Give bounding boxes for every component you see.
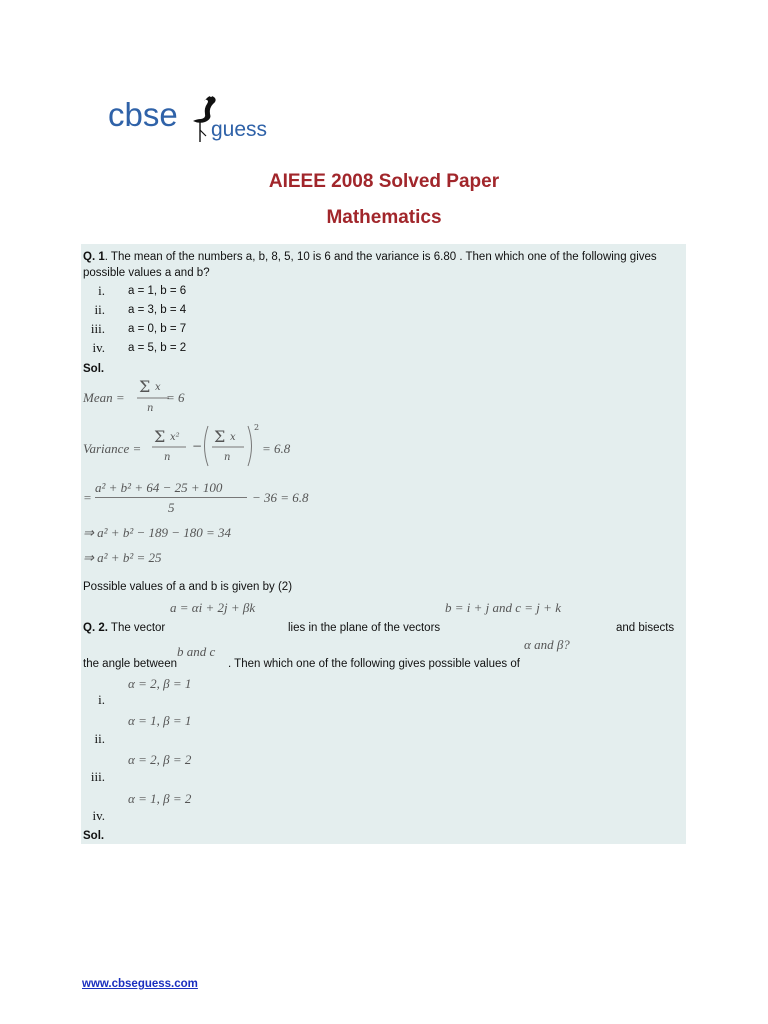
line5-formula: ⇒ a² + b² = 25 [83, 550, 162, 565]
fraction-bar [95, 497, 247, 498]
q1-text-line2: possible values a and b? [83, 267, 210, 279]
q2-vectors-bc-formula: b = i + j and c = j + k [445, 600, 561, 615]
cbseguess-logo [108, 92, 288, 152]
q2-option-num: iii. [90, 769, 105, 784]
svg-text:x: x [155, 382, 161, 393]
q2-text-then: . Then which one of the following gives possible values of [228, 658, 520, 670]
q2-text-lies: lies in the plane of the vectors [288, 622, 441, 634]
svg-text:n: n [147, 403, 154, 414]
q2-text-angle: the angle between [83, 658, 177, 670]
svg-text:Σ: Σ [214, 427, 226, 446]
q1-option-text: a = 0, b = 7 [128, 323, 187, 335]
q2-text-line1 [83, 621, 165, 636]
line3-equals: = [83, 490, 92, 505]
q2-alpha-beta-formula: α and β? [524, 637, 570, 652]
svg-text:2: 2 [254, 423, 260, 432]
q1-option-num: iv. [92, 340, 105, 355]
svg-text:x²: x² [170, 432, 180, 443]
q2-option-formula: α = 1, β = 1 [128, 713, 192, 728]
variance-formula-lhs: Variance = [83, 441, 142, 456]
svg-text:−: − [192, 439, 203, 453]
mean-formula-rhs: = 6 [166, 390, 185, 405]
svg-text:n: n [224, 452, 231, 463]
q2-label: Q. 2. [83, 622, 108, 634]
page-title: AIEEE 2008 Solved Paper [268, 171, 500, 192]
q2-option-formula: α = 2, β = 1 [128, 676, 192, 691]
variance-formula-rhs: = 6.8 [262, 441, 291, 456]
q2-b-and-c-formula: b and c [177, 644, 216, 659]
q2-vector-a-formula: a = αi + 2j + βk [170, 600, 256, 615]
line3-rhs: − 36 = 6.8 [252, 490, 309, 505]
q1-option-text: a = 3, b = 4 [128, 304, 187, 316]
footer-website-link[interactable]: www.cbseguess.com [82, 978, 198, 990]
q1-option-num: i. [98, 283, 105, 298]
q1-option-num: ii. [94, 302, 105, 317]
q1-option-text: a = 1, b = 6 [128, 285, 187, 297]
q2-text-vector: The vector [107, 622, 166, 634]
q1-option-text: a = 5, b = 2 [128, 342, 187, 354]
line4-formula: ⇒ a² + b² − 189 − 180 = 34 [83, 525, 232, 540]
q2-option-formula: α = 1, β = 2 [128, 791, 192, 806]
svg-text:Σ: Σ [154, 427, 166, 446]
q2-option-num: iv. [92, 808, 105, 823]
svg-text:x: x [230, 432, 236, 443]
svg-text:Σ: Σ [139, 377, 151, 396]
q1-conclusion: Possible values of a and b is given by (2) [83, 581, 293, 593]
svg-text:n: n [164, 452, 171, 463]
q1-text: . The mean of the numbers a, b, 8, 5, 10 is 6 and the variance is 6.80 . Then which one of the following gives [104, 251, 657, 263]
line3-numerator: a² + b² + 64 − 25 + 100 [95, 480, 223, 495]
logo-guess-text: guess [211, 118, 268, 141]
logo-cbse-text: cbse [108, 96, 178, 133]
q2-option-num: ii. [94, 731, 105, 746]
variance-fraction-icon [152, 420, 262, 470]
q2-option-formula: α = 2, β = 2 [128, 752, 192, 767]
q2-text-bisects: and bisects [616, 622, 675, 634]
q1-solution-label: Sol. [83, 363, 105, 375]
q2-option-num: i. [98, 692, 105, 707]
q2-solution-label: Sol. [83, 830, 105, 842]
q1-option-num: iii. [90, 321, 105, 336]
mean-formula-lhs: Mean = [83, 390, 125, 405]
q1-label: Q. 1 [83, 251, 105, 263]
page-subtitle: Mathematics [326, 207, 442, 228]
line3-denominator: 5 [168, 500, 175, 515]
q1-text-line1 [83, 250, 657, 265]
